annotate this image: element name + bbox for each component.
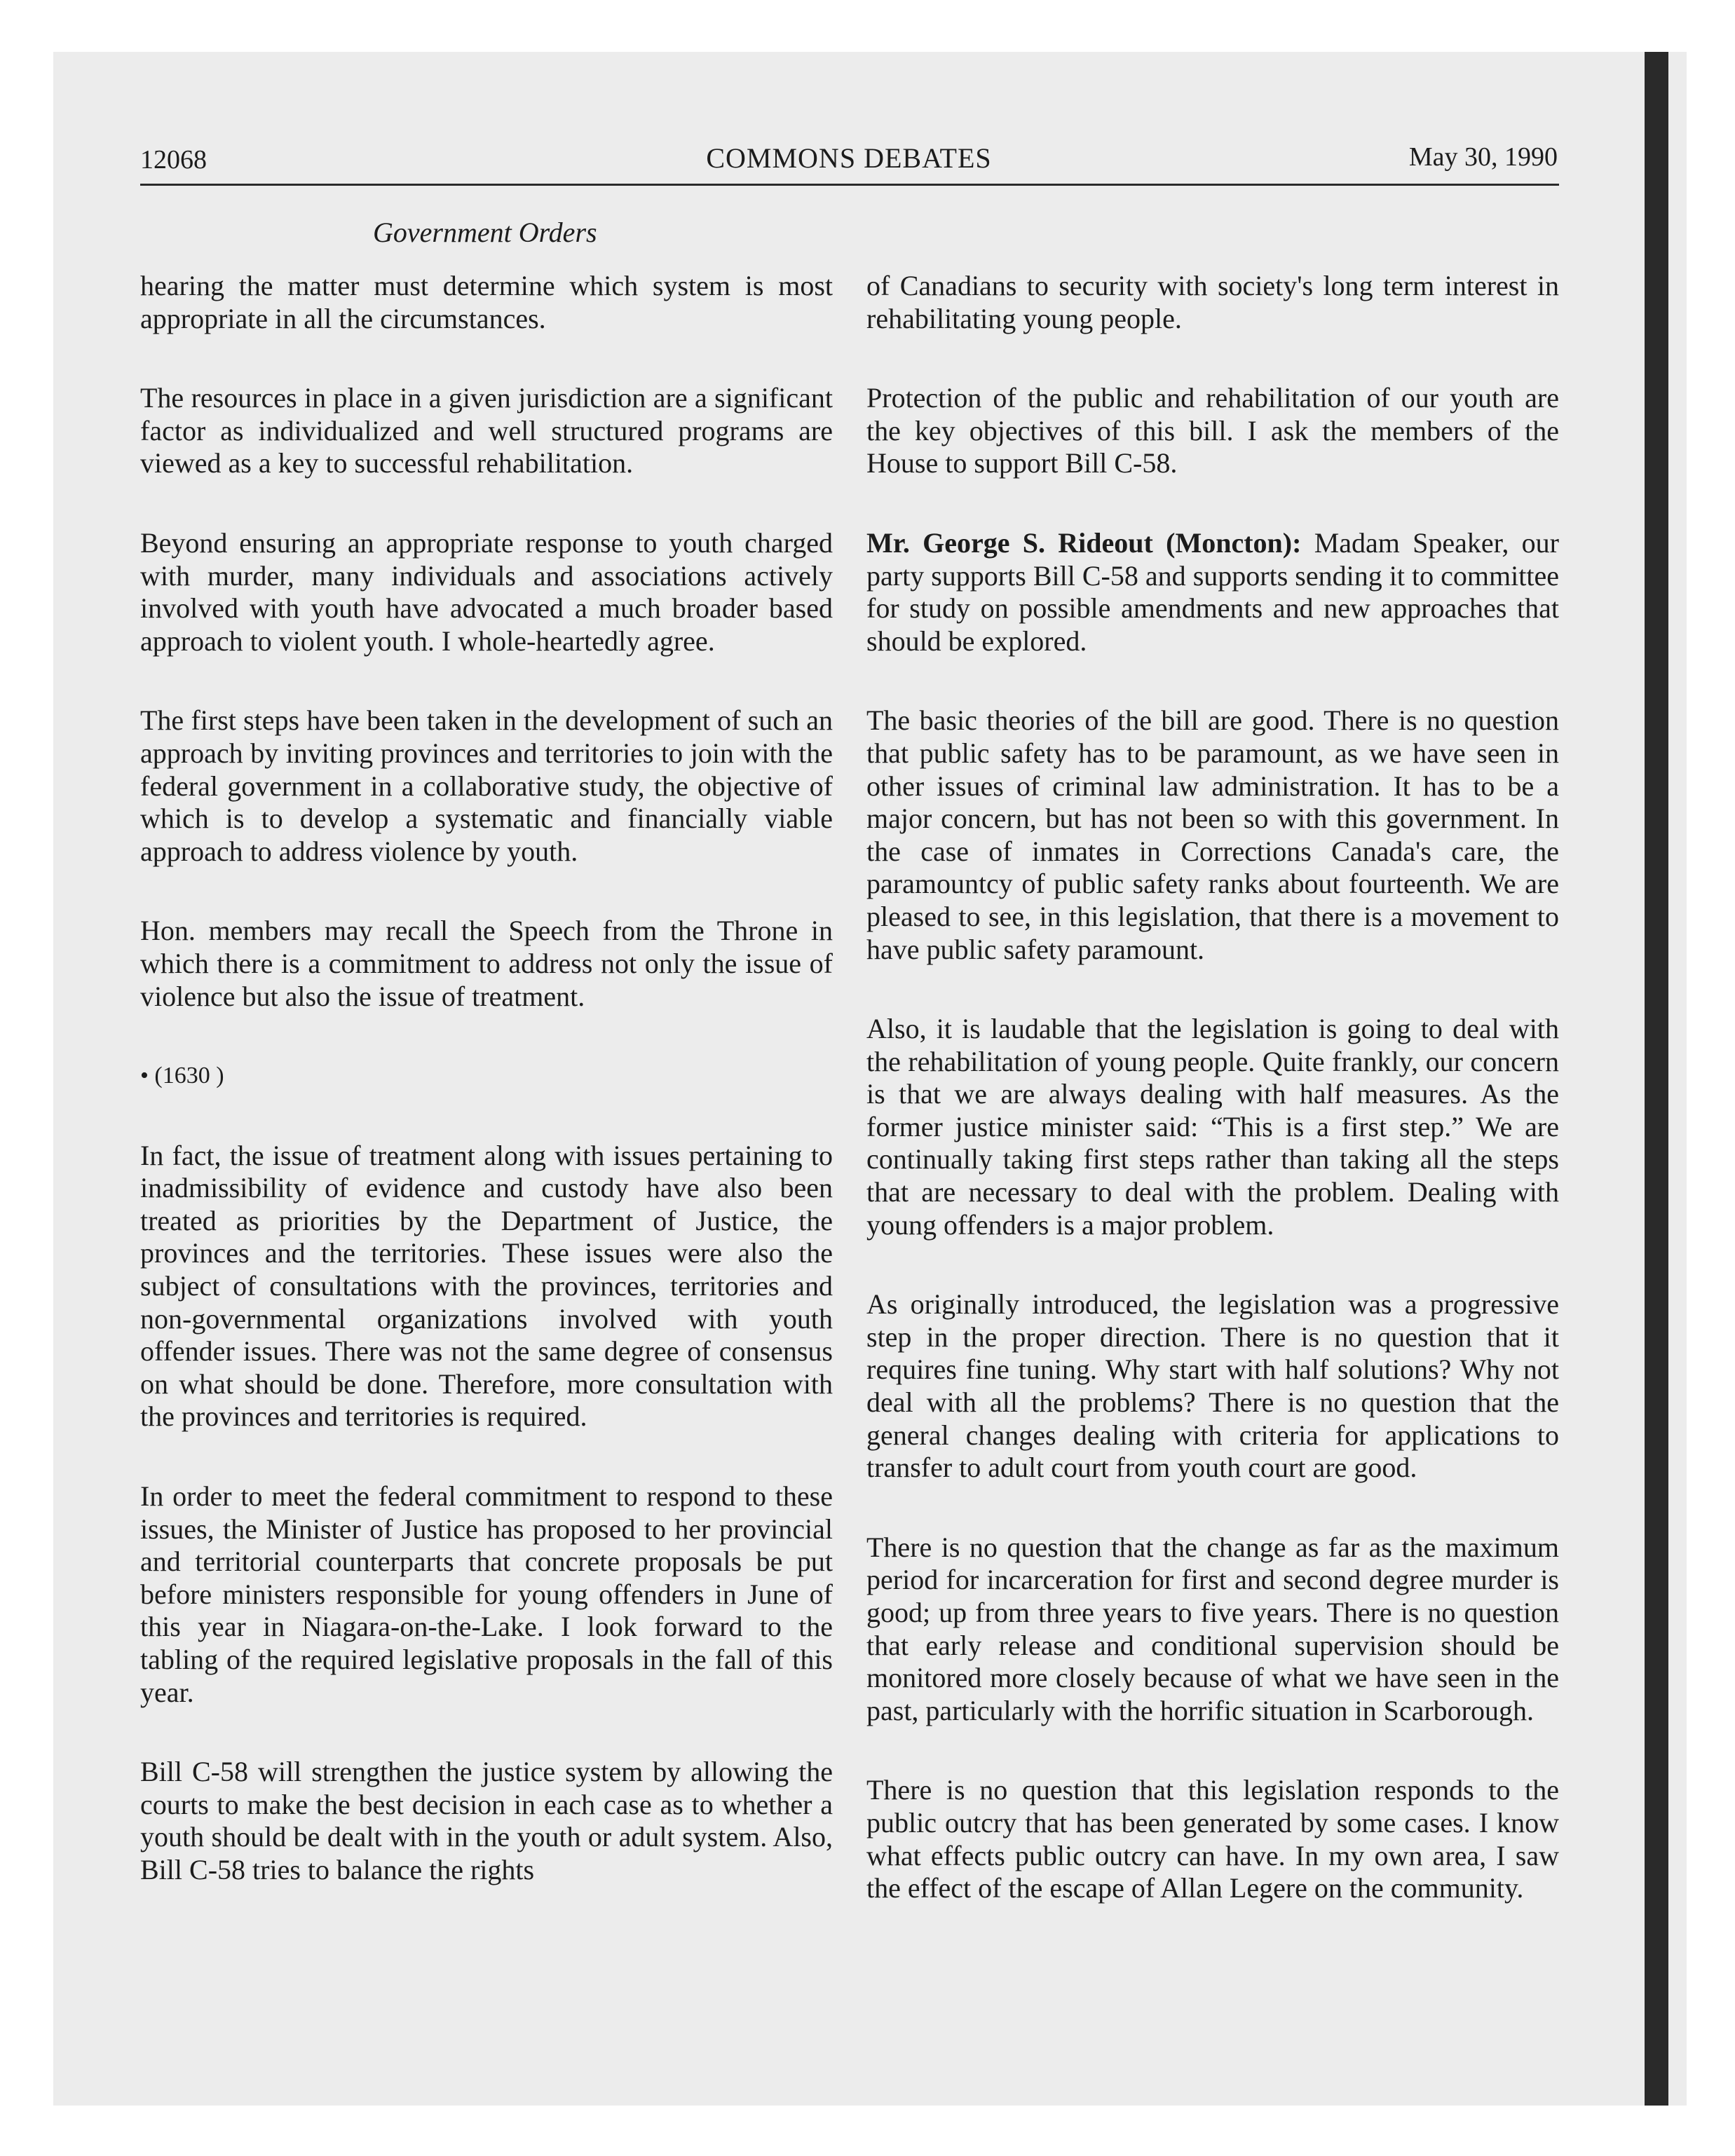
page-number: 12068 — [140, 145, 207, 175]
right-column — [866, 270, 1559, 1952]
paragraph: In fact, the issue of treatment along with issues pertaining to inadmissibility of evidence and custody have also been treated as priorities by the Department of Justice, the provinces and the territories. These issues were also the subject of consultations with the provinces, territories and non-governmental organizations involved with youth offender issues. There was not the same degree of consensus on what should be done. Therefore, more consultation with the provinces and territories is required. — [140, 1139, 833, 1433]
paragraph: Also, it is laudable that the legislation is going to deal with the rehabilitation of young people. Quite frankly, our concern is that we are always dealing with half measures. As the former justice minister said: “This is a first step.” We are continually taking first steps rather than taking all the steps that are necessary to deal with the problem. Dealing with young offenders is a major problem. — [866, 1013, 1559, 1241]
paragraph: hearing the matter must determine which system is most appropriate in all the circumstances. — [140, 270, 833, 334]
paragraph: There is no question that the change as far as the maximum period for incarceration for first and second degree murder is good; up from three years to five years. There is no question that early release and conditional supervision should be monitored more closely because of what we have seen in the past, particularly with the horrific situation in Scarborough. — [866, 1531, 1559, 1726]
header-date: May 30, 1990 — [1408, 142, 1558, 172]
timestamp-text: (1630 ) — [154, 1063, 224, 1089]
paragraph: Beyond ensuring an appropriate response to youth charged with murder, many individuals and associations actively involved with youth have advocated a much broader based approach to violent youth. I whole-heartedly agree. — [140, 526, 833, 657]
speaker-paragraph — [866, 527, 1559, 657]
paragraph: In order to meet the federal commitment to respond to these issues, the Minister of Justice has proposed to her provincial and territorial counterparts that concrete proposals be put before ministers responsible for young offenders in June of this year in Niagara-on-the-Lake. I look forward to the tabling of the required legislative proposals in the fall of this year. — [140, 1480, 833, 1708]
paragraph: There is no question that this legislation responds to the public outcry that has been generated by some cases. I know what effects public outcry can have. In my own area, I saw the effect of the escape of Allan Legere on the community. — [866, 1774, 1559, 1904]
paragraph: Hon. members may recall the Speech from the Throne in which there is a commitment to address not only the issue of violence but also the issue of treatment. — [140, 915, 833, 1012]
paragraph: of Canadians to security with society's long term interest in rehabilitating young people. — [866, 270, 1559, 334]
timestamp-marker — [140, 1060, 833, 1093]
bullet-icon: • — [140, 1063, 149, 1089]
paragraph: The resources in place in a given jurisdiction are a significant factor as individualized and well structured programs are viewed as a key to successful rehabilitation. — [140, 382, 833, 479]
page-header — [140, 139, 1558, 181]
header-rule — [140, 184, 1559, 186]
paragraph: As originally introduced, the legislation was a progressive step in the proper direction. There is no question that it requires fine tuning. Why start with half solutions? Why not deal with all the problems? There is no question that the general changes dealing with criteria for applications to transfer to adult court from youth court are good. — [866, 1288, 1559, 1484]
speaker-text: Madam Speaker, our party supports Bill C-58 and supports sending it to committee for study on possible amendments and new approaches that should be explored. — [866, 526, 1559, 657]
paragraph: Protection of the public and rehabilitation of our youth are the key objectives of this bill. I ask the members of the House to support Bill C-58. — [866, 382, 1559, 479]
paragraph: Bill C-58 will strengthen the justice system by allowing the courts to make the best decision in each case as to whether a youth should be dealt with in the youth or adult system. Also, Bill C-58 tries to balance the rights — [140, 1756, 833, 1885]
paragraph: The first steps have been taken in the development of such an approach by inviting provinces and territories to join with the federal government in a collaborative study, the objective of which is to develop a systematic and financially viable approach to address violence by youth. — [140, 704, 833, 867]
left-column — [140, 270, 833, 1934]
paragraph: The basic theories of the bill are good. There is no question that public safety has to be paramount, as we have seen in other issues of criminal law administration. It has to be a major concern, but has not been so with this government. In the case of inmates in Corrections Canada's care, the paramountcy of public safety ranks about fourteenth. We are pleased to see, in this legislation, that there is a movement to have public safety paramount. — [866, 704, 1559, 965]
section-title: Government Orders — [373, 217, 597, 248]
scan-edge-shadow — [1645, 52, 1668, 2106]
publication-title: COMMONS DEBATES — [706, 142, 992, 174]
speaker-name: Mr. George S. Rideout (Moncton): — [866, 526, 1302, 559]
